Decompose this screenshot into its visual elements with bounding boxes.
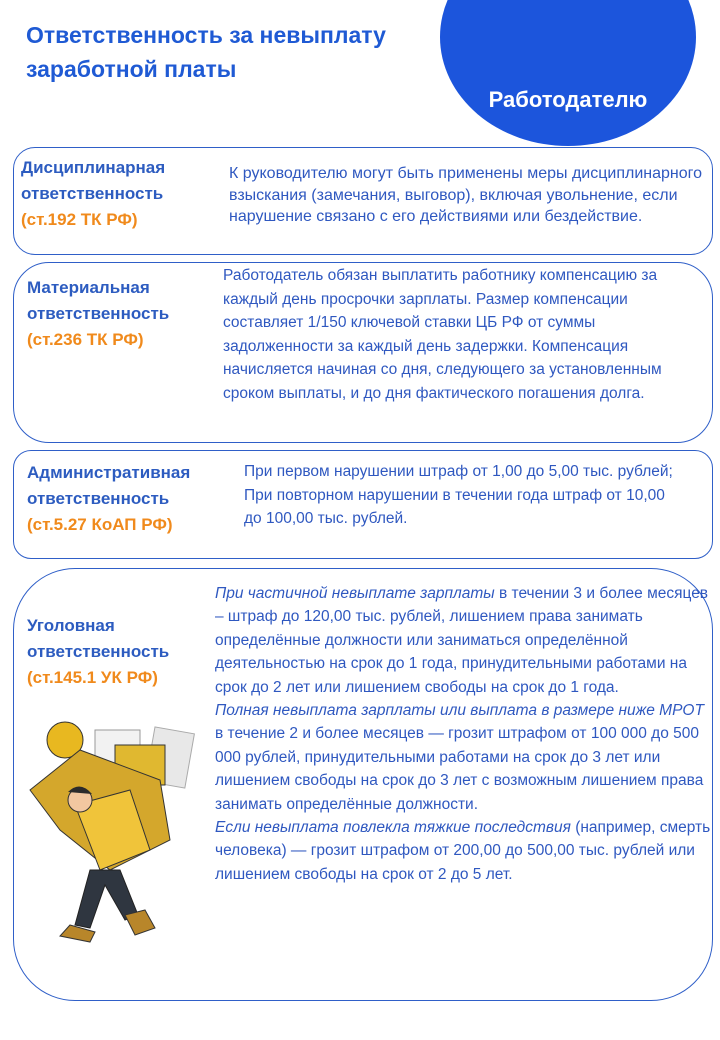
label-line: ответственность (27, 304, 170, 323)
label-line: Административная (27, 463, 191, 482)
section-text (244, 460, 674, 531)
article-ref: (ст.5.27 КоАП РФ) (27, 515, 173, 534)
text-run: в течении 3 и более месяцев – штраф до 120,00 тыс. рублей, лишением права занимать определённые должности или заниматься определённой деятельностью на срок до 1 года, принудительными работами на срок до 2 лет или лишением свободы на срок до 1 года. (215, 585, 709, 696)
section-text (215, 582, 715, 886)
article-ref: (ст.236 ТК РФ) (27, 330, 144, 349)
burdened-worker-illustration (20, 710, 220, 960)
label-line: Материальная (27, 278, 150, 297)
section-label (27, 460, 190, 538)
section-label (27, 613, 169, 691)
text-line: При повторном нарушении в течении года штраф от 10,00 до 100,00 тыс. рублей. (244, 486, 665, 527)
label-line: ответственность (27, 642, 170, 661)
article-ref: (ст.145.1 УК РФ) (27, 668, 158, 687)
emphasis: Полная невыплата зарплаты или выплата в размере ниже МРОТ (215, 702, 704, 720)
section-text: К руководителю могут быть применены меры дисциплинарного взыскания (замечания, выговор), включая увольнение, если нарушение связано с его действиями или бездействие. (229, 165, 702, 225)
label-line: Уголовная (27, 616, 115, 635)
audience-badge-label: Работодателю (488, 87, 648, 112)
text-run: (например, смерть человека) — грозит штрафом от 200,00 до 500,00 тыс. рублей или лишением свободы на срок от 2 до 5 лет. (215, 819, 711, 883)
text-line: При первом нарушении штраф от 1,00 до 5,00 тыс. рублей; (244, 463, 673, 480)
label-line: ответственность (21, 184, 164, 203)
emphasis: Если невыплата повлекла тяжкие последствия (215, 819, 571, 837)
section-label (21, 155, 165, 233)
section-label (27, 275, 169, 353)
emphasis: При частичной невыплате зарплаты (215, 585, 495, 602)
label-line: ответственность (27, 489, 170, 508)
article-ref: (ст.192 ТК РФ) (21, 210, 138, 229)
label-line: Дисциплинарная (21, 158, 166, 177)
page-title: Ответственность за невыплату заработной платы (26, 22, 386, 82)
text-run: в течение 2 и более месяцев — грозит штрафом от 100 000 до 500 000 рублей, принудительными работами на срок до 3 лет или лишением свободы на срок до 3 лет с возможным лишением права занимать определённые должности. (215, 725, 704, 813)
audience-badge (440, 0, 696, 146)
section-text: Работодатель обязан выплатить работнику компенсацию за каждый день просрочки зарплаты. Размер компенсации составляет 1/150 ключевой ставки ЦБ РФ от суммы задолженности за каждый день задержки. Компенсация начисляется начиная со дня, следующего за установленным сроком выплаты, и до дня фактического погашения долга. (223, 267, 662, 402)
